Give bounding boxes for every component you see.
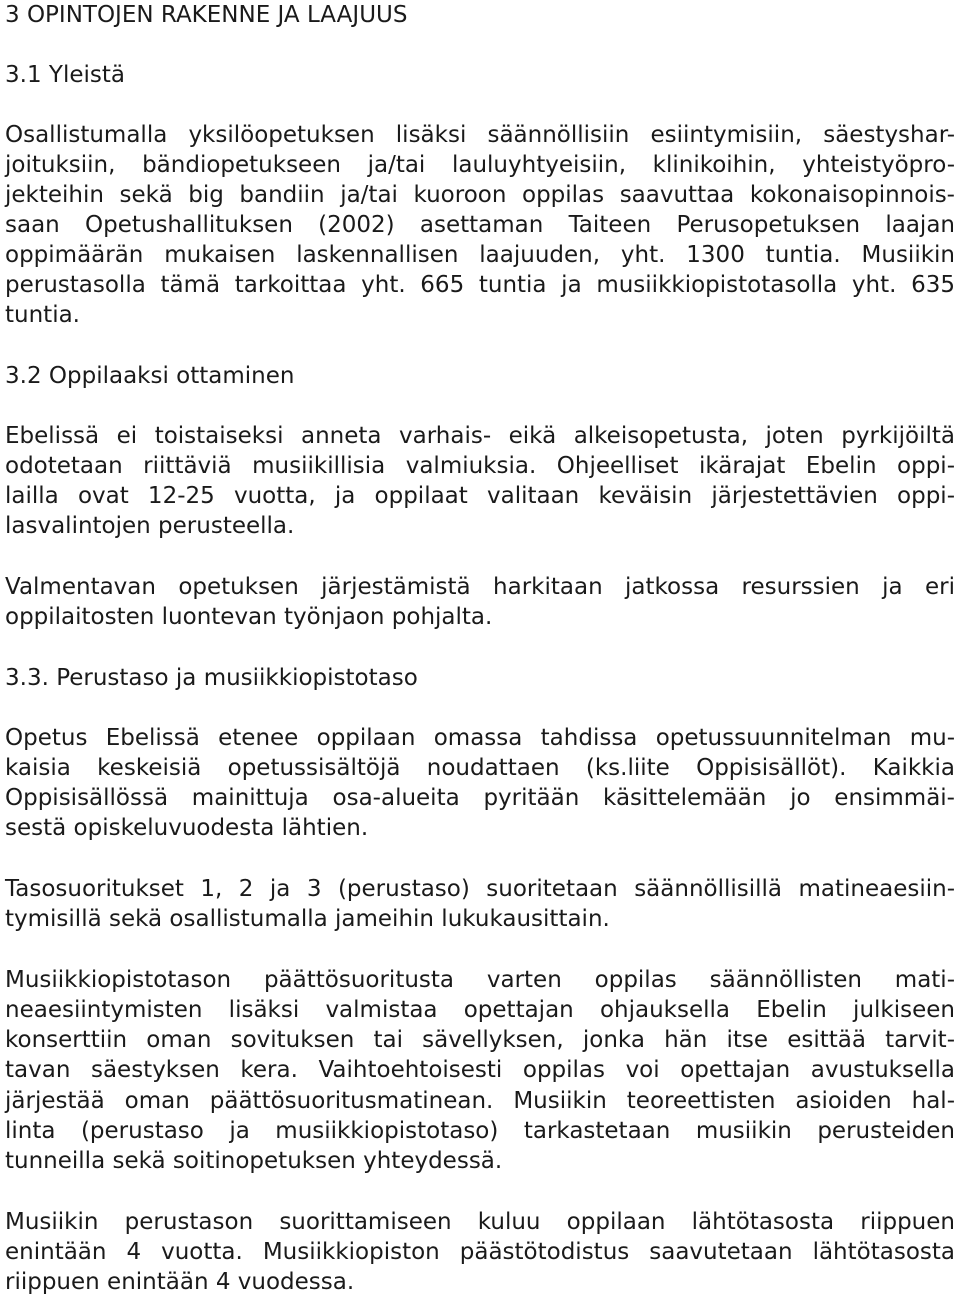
text-line: neaesiintymisten lisäksi valmistaa opettajan ohjauksella Ebelin julkiseen: [5, 997, 955, 1023]
text-line: Musiikin perustason suorittamiseen kuluu oppilaan lähtötasosta riippuen: [5, 1209, 955, 1235]
text-line: lasvalintojen perusteella.: [5, 513, 295, 539]
text-line: Tasosuoritukset 1, 2 ja 3 (perustaso) suoritetaan säännöllisillä matineaesiin-: [5, 876, 955, 902]
text-line: tuntia.: [5, 302, 80, 328]
text-line: saan Opetushallituksen (2002) asettaman Taiteen Perusopetuksen laajan: [5, 212, 955, 238]
text-line: joituksiin, bändiopetukseen ja/tai lauluyhtyeisiin, klinikoihin, yhteistyöpro-: [5, 152, 955, 178]
text-line: sestä opiskeluvuodesta lähtien.: [5, 815, 369, 841]
text-line: linta (perustaso ja musiikkiopistotaso) tarkastetaan musiikin perusteiden: [5, 1118, 955, 1144]
text-line: Osallistumalla yksilöopetuksen lisäksi säännöllisiin esiintymisiin, säestyshar-: [5, 122, 955, 148]
text-line: riippuen enintään 4 vuodessa.: [5, 1269, 355, 1295]
text-line: oppimäärän mukaisen laskennallisen laajuuden, yht. 1300 tuntia. Musiikin: [5, 242, 955, 268]
section-heading-3-2: 3.2 Oppilaaksi ottaminen: [5, 363, 295, 389]
text-line: Ebelissä ei toistaiseksi anneta varhais- eikä alkeisopetusta, joten pyrkijöiltä: [5, 423, 955, 449]
text-line: odotetaan riittäviä musiikillisia valmiuksia. Ohjeelliset ikärajat Ebelin oppi-: [5, 453, 955, 479]
text-line: Valmentavan opetuksen järjestämistä harkitaan jatkossa resurssien ja eri: [5, 574, 955, 600]
section-heading-3-3: 3.3. Perustaso ja musiikkiopistotaso: [5, 665, 418, 691]
text-line: oppilaitosten luontevan työnjaon pohjalta.: [5, 604, 493, 630]
text-line: lailla ovat 12-25 vuotta, ja oppilaat valitaan keväisin järjestettävien oppi-: [5, 483, 955, 509]
text-line: perustasolla tämä tarkoittaa yht. 665 tuntia ja musiikkiopistotasolla yht. 635: [5, 272, 955, 298]
chapter-heading: 3 OPINTOJEN RAKENNE JA LAAJUUS: [5, 2, 408, 28]
text-line: kaisia keskeisiä opetussisältöjä noudattaen (ks.liite Oppisisällöt). Kaikkia: [5, 755, 955, 781]
text-line: konserttiin oman sovituksen tai sävellyksen, jonka hän itse esittää tarvit-: [5, 1027, 955, 1053]
text-line: Opetus Ebelissä etenee oppilaan omassa tahdissa opetussuunnitelman mu-: [5, 725, 955, 751]
text-line: Oppisisällössä mainittuja osa-alueita pyritään käsittelemään jo ensimmäi-: [5, 785, 955, 811]
text-line: tymisillä sekä osallistumalla jameihin lukukausittain.: [5, 906, 610, 932]
text-line: järjestää oman päättösuoritusmatinean. Musiikin teoreettisten asioiden hal-: [5, 1088, 955, 1114]
text-line: jekteihin sekä big bandiin ja/tai kuoroon oppilas saavuttaa kokonaisopinnois-: [5, 182, 955, 208]
text-line: tavan säestyksen kera. Vaihtoehtoisesti oppilas voi opettajan avustuksella: [5, 1057, 955, 1083]
text-line: Musiikkiopistotason päättösuoritusta varten oppilas säännöllisten mati-: [5, 967, 955, 993]
section-heading-3-1: 3.1 Yleistä: [5, 62, 125, 88]
text-line: enintään 4 vuotta. Musiikkiopiston päästötodistus saavutetaan lähtötasosta: [5, 1239, 955, 1265]
text-line: tunneilla sekä soitinopetuksen yhteydessä.: [5, 1148, 503, 1174]
